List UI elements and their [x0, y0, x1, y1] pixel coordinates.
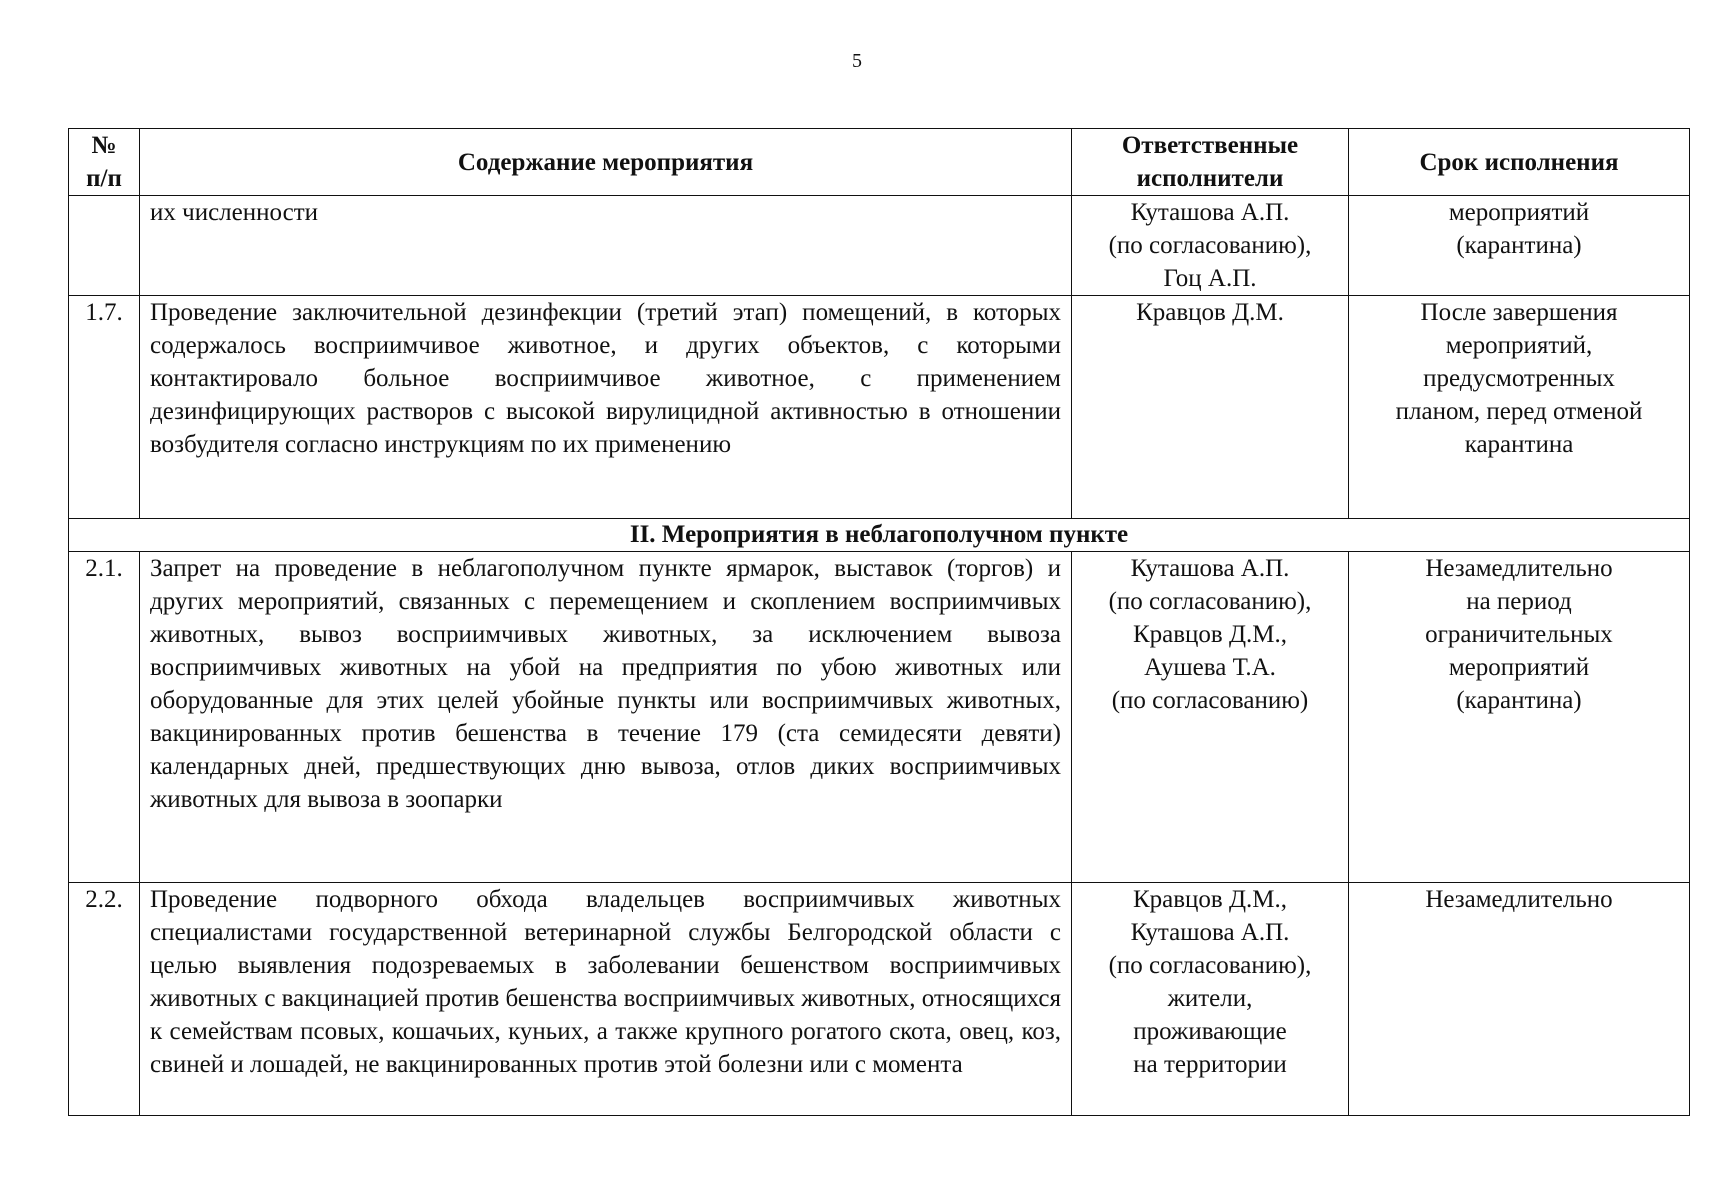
responsible-line: (по согласованию), — [1108, 952, 1312, 979]
table-row — [69, 552, 1690, 883]
term-line: мероприятий, — [1445, 332, 1593, 359]
responsible-line: Кравцов Д.М. — [1136, 299, 1284, 326]
term-line: После завершения — [1420, 299, 1618, 326]
responsible-line: жители, — [1167, 985, 1253, 1012]
header-term: Срок исполнения — [1349, 129, 1690, 196]
row-responsible — [1072, 552, 1349, 883]
table-header-row — [69, 129, 1690, 196]
row-number: 2.1. — [69, 552, 140, 883]
responsible-line: Куташова А.П. — [1130, 919, 1290, 946]
row-content: Запрет на проведение в неблагополучном пункте ярмарок, выставок (торгов) и других мероприятий, связанных с перемещением и скоплением восприимчивых животных, вывоз восприимчивых животных, за исключением вывоза восприимчивых животных на убой на предприятия по убою животных или оборудованные для этих целей убойные пункты или восприимчивых животных, вакцинированных против бешенства в течение 179 (ста семидесяти девяти) календарных дней, предшествующих дню вывоза, отлов диких восприимчивых животных для вывоза в зоопарки — [140, 552, 1072, 883]
row-term — [1349, 196, 1690, 296]
page-number: 5 — [852, 50, 862, 72]
header-responsible — [1072, 129, 1349, 196]
measures-table — [68, 128, 1690, 1116]
row-term — [1349, 296, 1690, 519]
section-header-row — [69, 519, 1690, 552]
term-line: (карантина) — [1456, 232, 1582, 259]
row-term — [1349, 552, 1690, 883]
term-line: планом, перед отменой — [1395, 398, 1643, 425]
responsible-line: (по согласованию), — [1108, 588, 1312, 615]
responsible-line: Куташова А.П. — [1130, 199, 1290, 226]
row-number: 2.2. — [69, 883, 140, 1116]
term-line: на период — [1466, 588, 1572, 615]
table-row — [69, 296, 1690, 519]
responsible-line: проживающие — [1133, 1018, 1287, 1045]
row-responsible — [1072, 883, 1349, 1116]
header-number — [69, 129, 140, 196]
header-number-line2: п/п — [86, 165, 122, 192]
section-title: II. Мероприятия в неблагополучном пункте — [69, 519, 1690, 552]
responsible-line: Гоц А.П. — [1163, 265, 1257, 292]
table-row — [69, 196, 1690, 296]
header-content: Содержание мероприятия — [140, 129, 1072, 196]
row-term — [1349, 883, 1690, 1116]
term-line: ограничительных — [1425, 621, 1613, 648]
responsible-line: Кравцов Д.М., — [1132, 886, 1288, 913]
term-line: мероприятий — [1448, 654, 1590, 681]
term-line: (карантина) — [1456, 687, 1582, 714]
term-line: Незамедлительно — [1425, 555, 1613, 582]
term-line: Незамедлительно — [1425, 886, 1613, 913]
responsible-line: Кравцов Д.М., — [1132, 621, 1288, 648]
row-content: Проведение заключительной дезинфекции (третий этап) помещений, в которых содержалось восприимчивое животное, и других объектов, с которыми контактировало больное восприимчивое животное, с применением дезинфицирующих растворов с высокой вирулицидной активностью в отношении возбудителя согласно инструкциям по их применению — [140, 296, 1072, 519]
header-number-line1: № — [91, 132, 117, 159]
row-content: Проведение подворного обхода владельцев восприимчивых животных специалистами государственной ветеринарной службы Белгородской области с целью выявления подозреваемых в заболевании бешенством восприимчивых животных с вакцинацией против бешенства восприимчивых животных, относящихся к семействам псовых, кошачьих, куньих, а также крупного рогатого скота, овец, коз, свиней и лошадей, не вакцинированных против этой болезни или с момента — [140, 883, 1072, 1116]
row-responsible — [1072, 196, 1349, 296]
responsible-line: на территории — [1133, 1051, 1287, 1078]
row-responsible — [1072, 296, 1349, 519]
responsible-line: (по согласованию) — [1111, 687, 1309, 714]
header-responsible-line1: Ответственные — [1121, 132, 1299, 159]
row-number — [69, 196, 140, 296]
row-content: их численности — [140, 196, 1072, 296]
term-line: мероприятий — [1448, 199, 1590, 226]
header-responsible-line2: исполнители — [1136, 165, 1284, 192]
row-number: 1.7. — [69, 296, 140, 519]
responsible-line: (по согласованию), — [1108, 232, 1312, 259]
term-line: карантина — [1464, 431, 1574, 458]
responsible-line: Куташова А.П. — [1130, 555, 1290, 582]
term-line: предусмотренных — [1423, 365, 1615, 392]
table-row — [69, 883, 1690, 1116]
responsible-line: Аушева Т.А. — [1144, 654, 1276, 681]
